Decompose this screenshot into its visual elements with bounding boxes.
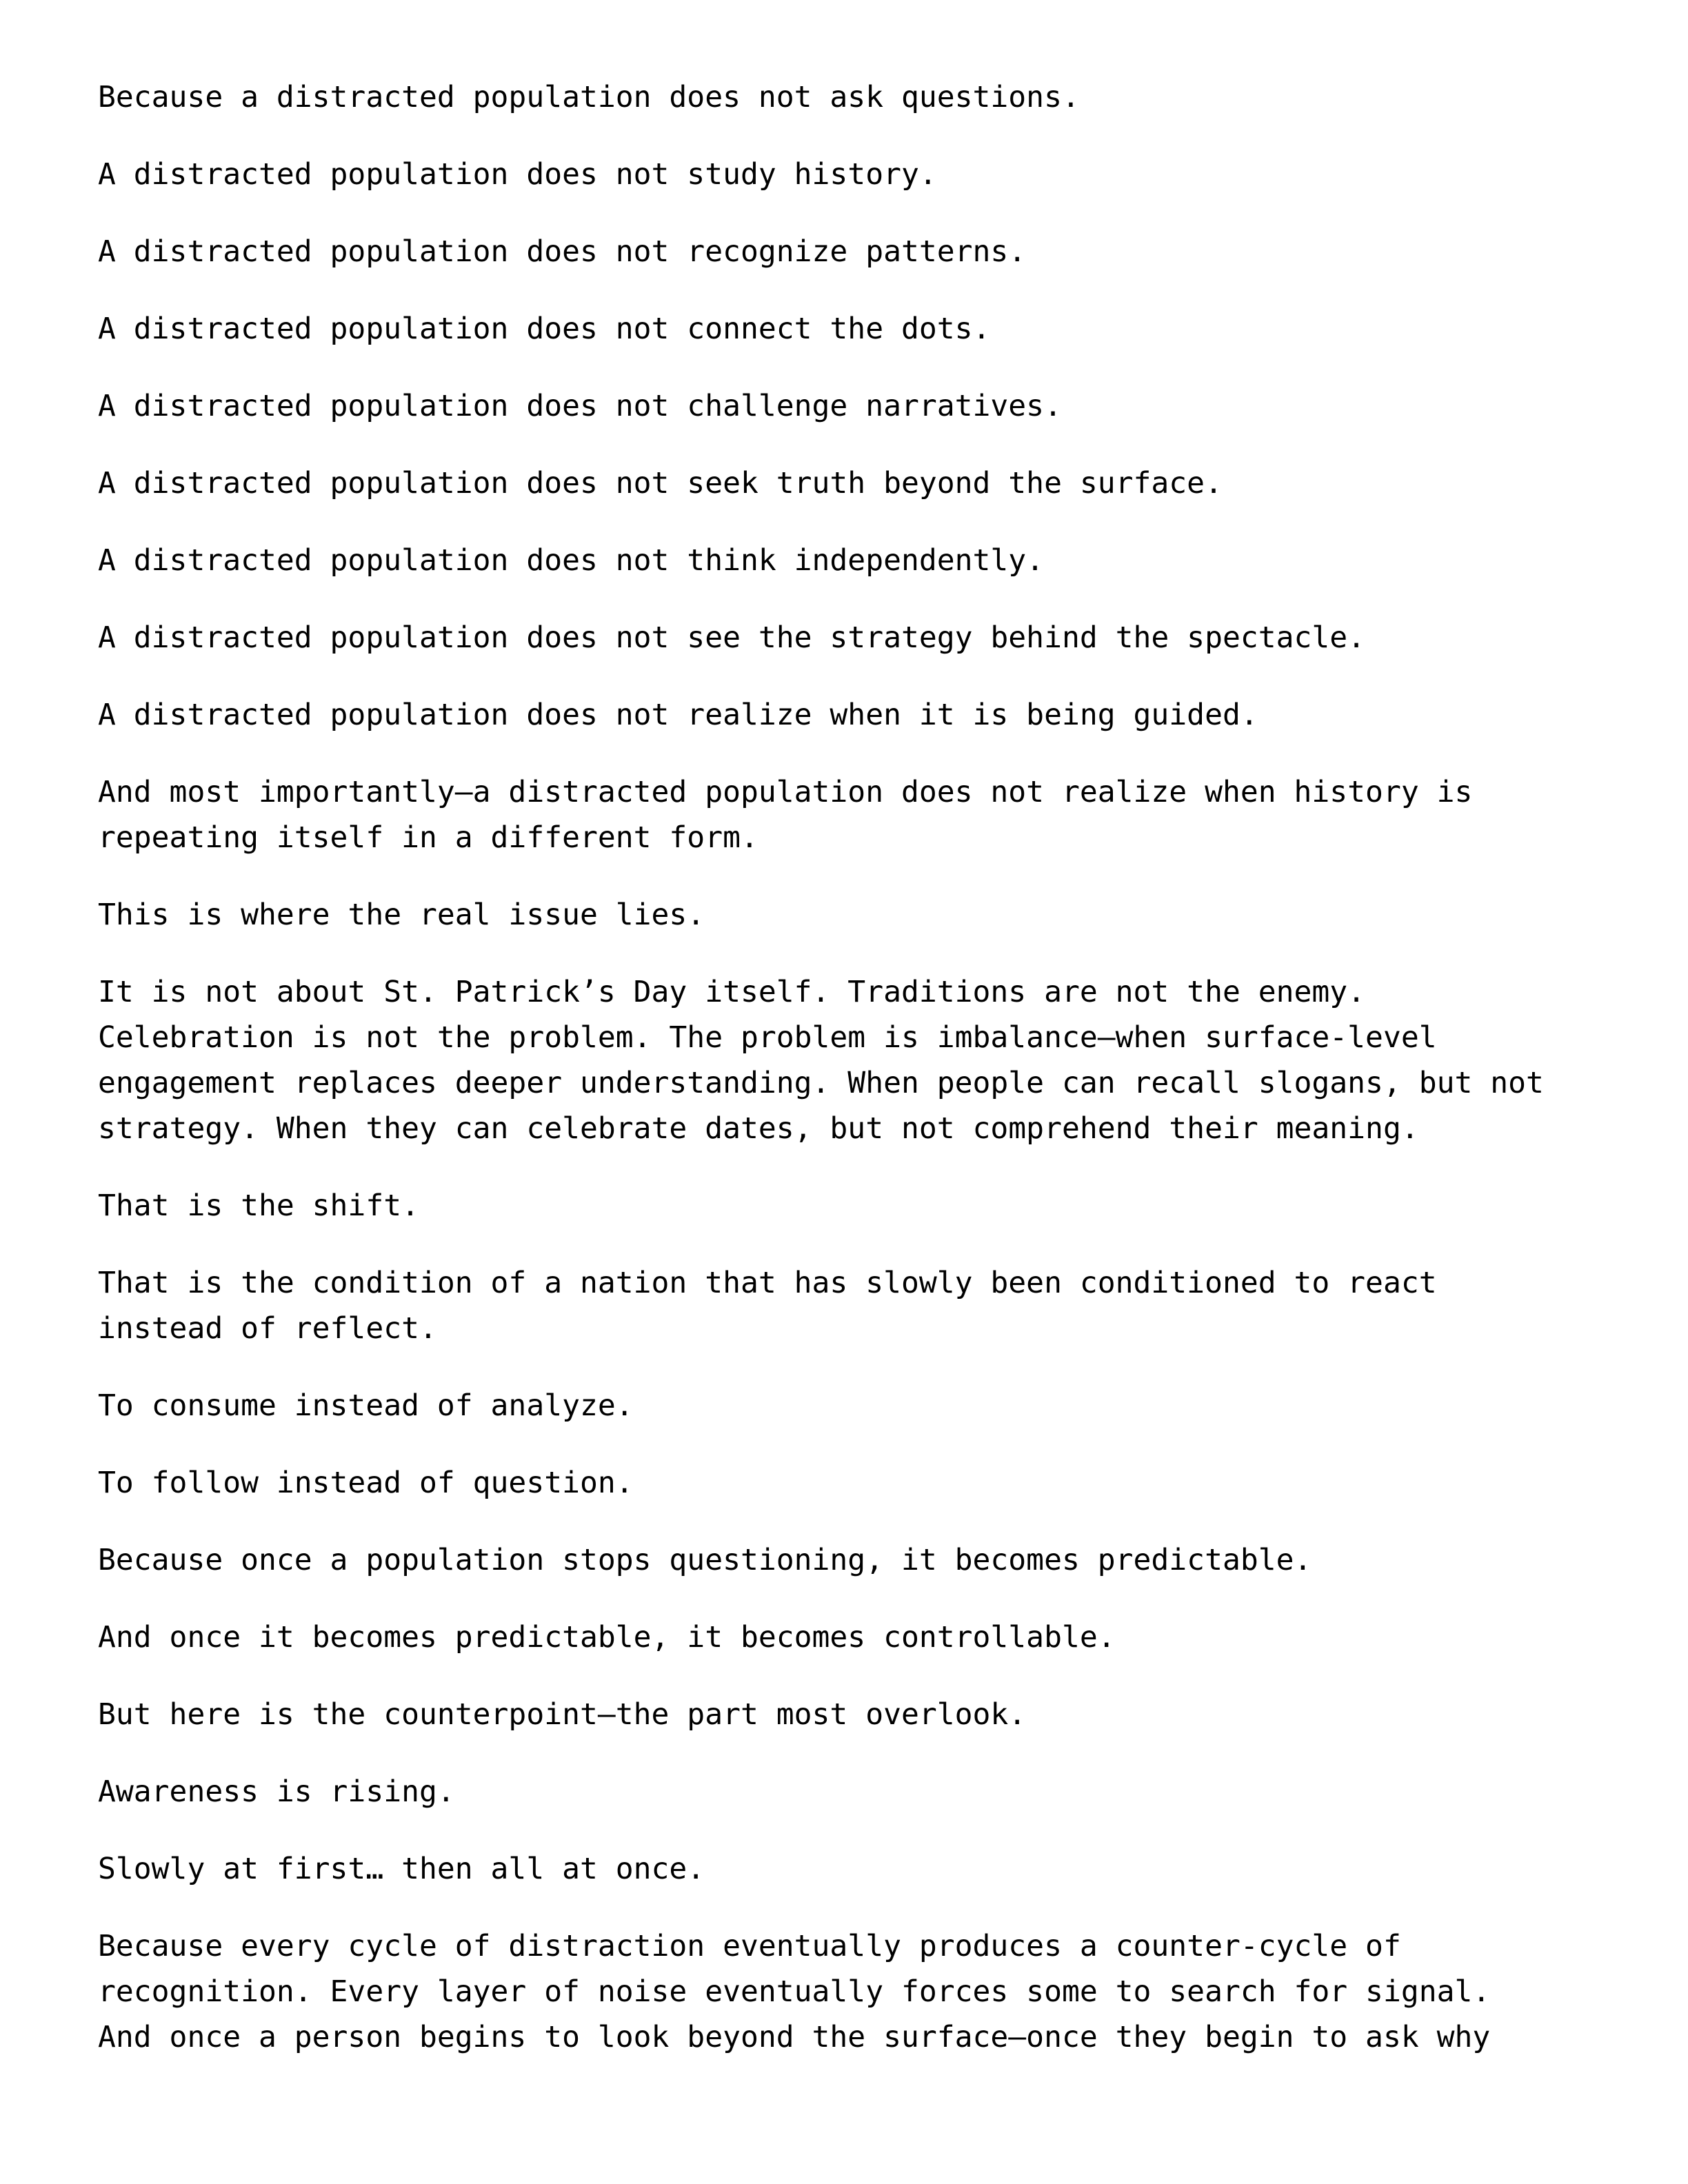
paragraph: Because every cycle of distraction eventually produces a counter-cycle of recognition. Every layer of noise eventually forces some to search for signal. And once a person begins to look beyond the surface—once they begin to ask why — [98, 1929, 1491, 2054]
document-text-block — [98, 74, 1553, 2060]
paragraph: A distracted population does not connect the dots. — [98, 312, 991, 346]
paragraph: To consume instead of analyze. — [98, 1388, 634, 1423]
paragraph: Slowly at first… then all at once. — [98, 1852, 705, 1886]
paragraph: Awareness is rising. — [98, 1775, 455, 1809]
paragraph: A distracted population does not recognize patterns. — [98, 234, 1027, 269]
paragraph: That is the shift. — [98, 1189, 419, 1223]
paragraph: But here is the counterpoint—the part most overlook. — [98, 1697, 1027, 1732]
paragraph: Because a distracted population does not ask questions. — [98, 80, 1080, 114]
paragraph: A distracted population does not study history. — [98, 157, 937, 192]
paragraph: To follow instead of question. — [98, 1466, 634, 1500]
paragraph: A distracted population does not see the strategy behind the spectacle. — [98, 620, 1366, 655]
paragraph: This is where the real issue lies. — [98, 898, 705, 932]
paragraph: Because once a population stops questioning, it becomes predictable. — [98, 1543, 1312, 1577]
paragraph: A distracted population does not seek truth beyond the surface. — [98, 466, 1223, 501]
paragraph: A distracted population does not think independently. — [98, 543, 1045, 578]
paragraph: It is not about St. Patrick’s Day itself. Traditions are not the enemy. Celebration is not the problem. The problem is imbalance—when surface-level engagement replaces deeper understanding. When people can recall slogans, but not strategy. When they can celebrate dates, but not comprehend their meaning. — [98, 975, 1544, 1146]
paragraph: That is the condition of a nation that has slowly been conditioned to react instead of reflect. — [98, 1266, 1437, 1346]
paragraph: And once it becomes predictable, it becomes controllable. — [98, 1620, 1116, 1655]
paragraph: And most importantly—a distracted population does not realize when history is repeating itself in a different form. — [98, 775, 1473, 855]
paragraph: A distracted population does not realize when it is being guided. — [98, 698, 1258, 732]
paragraph: A distracted population does not challenge narratives. — [98, 389, 1062, 423]
